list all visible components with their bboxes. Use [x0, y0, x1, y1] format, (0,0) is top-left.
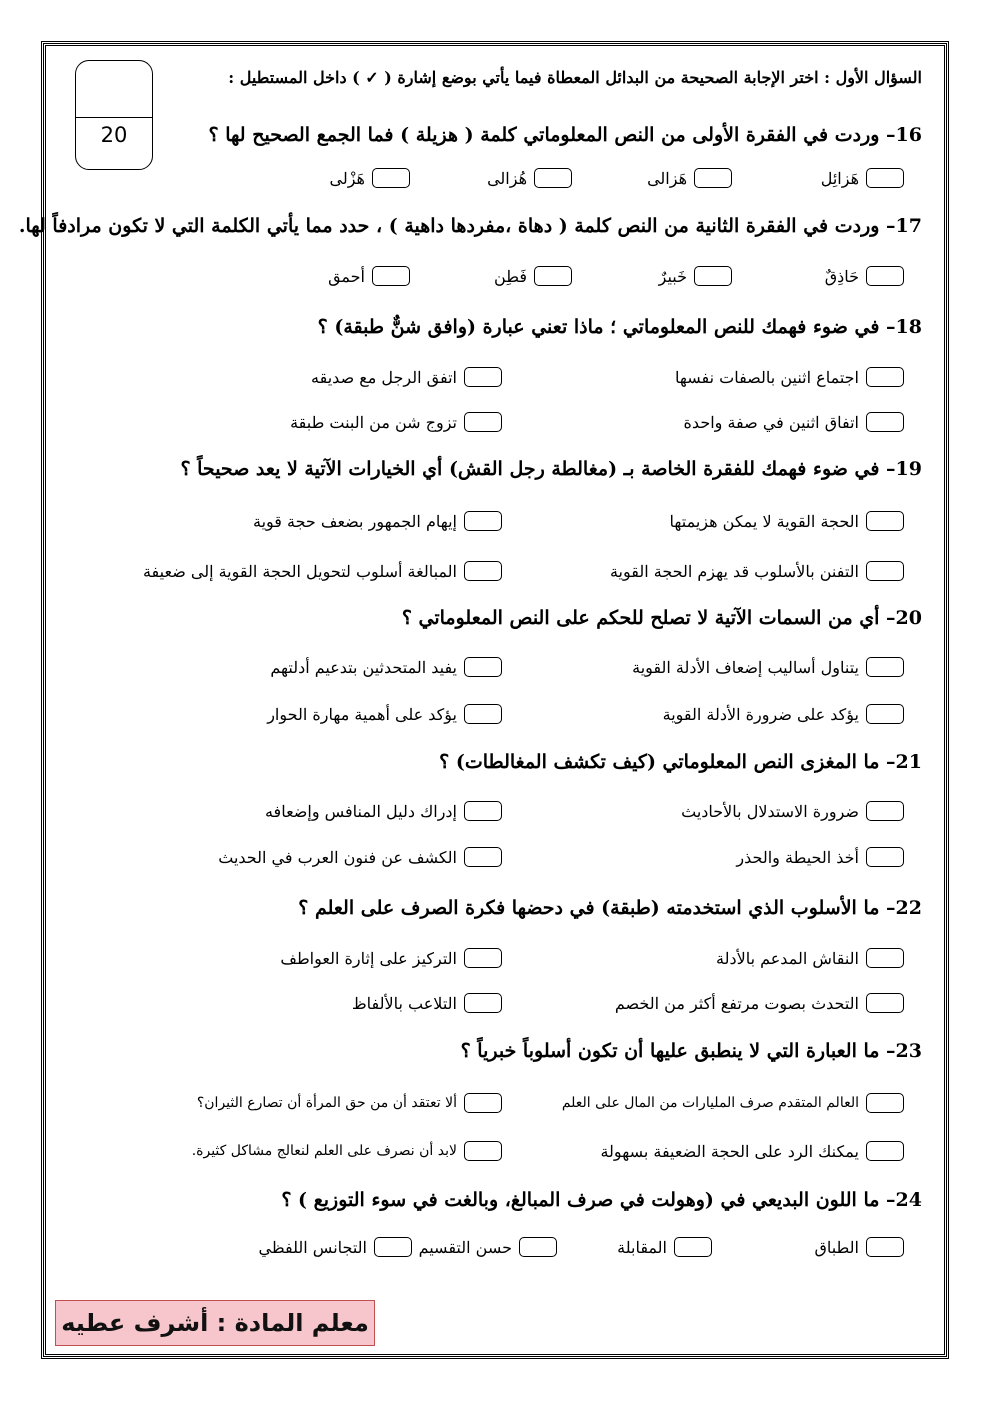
question-16: 16– وردت في الفقرة الأولى من النص المعلوماتي كلمة ( هزيلة ) فما الجمع الصحيح لها ؟ — [208, 124, 922, 146]
checkbox[interactable] — [374, 1237, 412, 1257]
option-21-b[interactable]: إدراك دليل المنافس وإضعافه — [265, 801, 502, 821]
score-value: 20 — [100, 123, 128, 147]
checkbox[interactable] — [866, 1237, 904, 1257]
option-18-c[interactable]: اتفاق اثنين في صفة واحدة — [684, 412, 904, 432]
score-divider — [76, 117, 152, 118]
option-21-d[interactable]: الكشف عن فنون العرب في الحديث — [218, 847, 502, 867]
option-20-d[interactable]: يؤكد على أهمية مهارة الحوار — [267, 704, 502, 724]
checkbox[interactable] — [674, 1237, 712, 1257]
checkbox[interactable] — [534, 168, 572, 188]
option-24-d[interactable]: التجانس اللفظي — [259, 1237, 412, 1257]
option-21-a[interactable]: ضرورة الاستدلال بالأحاديث — [681, 801, 904, 821]
option-23-c[interactable]: يمكنك الرد على الحجة الضعيفة بسهولة — [600, 1141, 904, 1161]
option-18-b[interactable]: اتفق الرجل مع صديقه — [311, 367, 502, 387]
checkbox[interactable] — [464, 704, 502, 724]
checkbox[interactable] — [534, 266, 572, 286]
option-23-a[interactable]: العالم المتقدم صرف المليارات من المال على العلم — [562, 1093, 904, 1113]
checkbox[interactable] — [694, 168, 732, 188]
checkbox[interactable] — [866, 704, 904, 724]
option-22-d[interactable]: التلاعب بالألفاظ — [352, 993, 502, 1013]
checkbox[interactable] — [464, 511, 502, 531]
teacher-label: معلم المادة : أشرف عطيه — [55, 1300, 375, 1346]
option-18-d[interactable]: تزوج شن من البنت طبقة — [290, 412, 502, 432]
option-23-d[interactable]: لابد أن نصرف على العلم لنعالج مشاكل كثيرة. — [192, 1141, 502, 1161]
option-16-a[interactable]: هَزائِل — [821, 168, 904, 188]
option-17-d[interactable]: أحمق — [328, 266, 410, 286]
option-21-c[interactable]: أخذ الحيطة والحذر — [736, 847, 904, 867]
checkbox[interactable] — [464, 412, 502, 432]
checkbox[interactable] — [866, 993, 904, 1013]
question-23: 23– ما العبارة التي لا ينطبق عليها أن تكون أسلوباً خبرياً ؟ — [460, 1040, 922, 1062]
checkbox[interactable] — [372, 168, 410, 188]
checkbox[interactable] — [464, 367, 502, 387]
checkbox[interactable] — [464, 561, 502, 581]
score-box — [75, 60, 153, 170]
checkbox[interactable] — [464, 657, 502, 677]
option-17-a[interactable]: حَاذِقٌ — [825, 266, 904, 286]
checkbox[interactable] — [464, 948, 502, 968]
question-21: 21– ما المغزى النص المعلوماتي (كيف تكشف المغالطات) ؟ — [439, 751, 922, 773]
option-24-c[interactable]: حسن التقسيم — [419, 1237, 557, 1257]
checkbox[interactable] — [866, 511, 904, 531]
option-19-b[interactable]: إيهام الجمهور بضعف حجة قوية — [253, 511, 502, 531]
checkbox[interactable] — [866, 1093, 904, 1113]
checkbox[interactable] — [519, 1237, 557, 1257]
checkbox[interactable] — [464, 801, 502, 821]
option-19-c[interactable]: التفنن بالأسلوب قد يهزم الحجة القوية — [610, 561, 904, 581]
checkbox[interactable] — [866, 412, 904, 432]
option-17-c[interactable]: فَطِن — [494, 266, 572, 286]
checkbox[interactable] — [866, 948, 904, 968]
question-18: 18– في ضوء فهمك للنص المعلوماتي ؛ ماذا تعني عبارة (وافق شنٌّ طبقة) ؟ — [317, 316, 922, 338]
option-18-a[interactable]: اجتماع اثنين بالصفات نفسها — [675, 367, 904, 387]
option-22-b[interactable]: التركيز على إثارة العواطف — [280, 948, 502, 968]
checkbox[interactable] — [464, 993, 502, 1013]
checkbox[interactable] — [464, 1093, 502, 1113]
checkbox[interactable] — [866, 561, 904, 581]
checkbox[interactable] — [866, 1141, 904, 1161]
option-22-a[interactable]: النقاش المدعم بالأدلة — [716, 948, 904, 968]
checkbox[interactable] — [464, 1141, 502, 1161]
question-24: 24– ما اللون البديعي في (وهولت في صرف المبالغ، وبالغت في سوء التوزيع ) ؟ — [281, 1189, 922, 1211]
checkbox[interactable] — [866, 266, 904, 286]
checkbox[interactable] — [866, 801, 904, 821]
option-16-c[interactable]: هُزالى — [487, 168, 572, 188]
question-17: 17– وردت في الفقرة الثانية من النص كلمة ( دهاة ،مفردها داهية ) ، حدد مما يأتي الكلمة التي لا تكون مرادفاً لها. — [18, 215, 922, 237]
option-20-b[interactable]: يفيد المتحدثين بتدعيم أدلتهم — [270, 657, 502, 677]
option-24-b[interactable]: المقابلة — [617, 1237, 712, 1257]
option-23-b[interactable]: ألا تعتقد أن من حق المرأة أن تصارع الثيران؟ — [197, 1093, 502, 1113]
checkbox[interactable] — [866, 657, 904, 677]
instruction-text: السؤال الأول : اختر الإجابة الصحيحة من البدائل المعطاة فيما يأتي بوضع إشارة ( ✓ ) داخل المستطيل : — [228, 68, 922, 87]
option-17-b[interactable]: خَبيرٌ — [659, 266, 732, 286]
option-20-c[interactable]: يؤكد على ضرورة الأدلة القوية — [663, 704, 904, 724]
checkbox[interactable] — [372, 266, 410, 286]
checkbox[interactable] — [694, 266, 732, 286]
checkbox[interactable] — [866, 367, 904, 387]
option-22-c[interactable]: التحدث بصوت مرتفع أكثر من الخصم — [615, 993, 904, 1013]
question-19: 19– في ضوء فهمك للفقرة الخاصة بـ (مغالطة رجل القش) أي الخيارات الآتية لا يعد صحيحاً ؟ — [180, 458, 922, 480]
question-20: 20– أي من السمات الآتية لا تصلح للحكم على النص المعلوماتي ؟ — [401, 607, 922, 629]
checkbox[interactable] — [866, 168, 904, 188]
option-24-a[interactable]: الطباق — [814, 1237, 904, 1257]
option-16-b[interactable]: هَزالى — [647, 168, 732, 188]
option-19-a[interactable]: الحجة القوية لا يمكن هزيمتها — [670, 511, 905, 531]
option-16-d[interactable]: هَزْلى — [330, 168, 410, 188]
option-19-d[interactable]: المبالغة أسلوب لتحويل الحجة القوية إلى ضعيفة — [143, 561, 502, 581]
question-22: 22– ما الأسلوب الذي استخدمته (طبقة) في دحضها فكرة الصرف على العلم ؟ — [298, 897, 922, 919]
checkbox[interactable] — [866, 847, 904, 867]
checkbox[interactable] — [464, 847, 502, 867]
option-20-a[interactable]: يتناول أساليب إضعاف الأدلة القوية — [632, 657, 904, 677]
